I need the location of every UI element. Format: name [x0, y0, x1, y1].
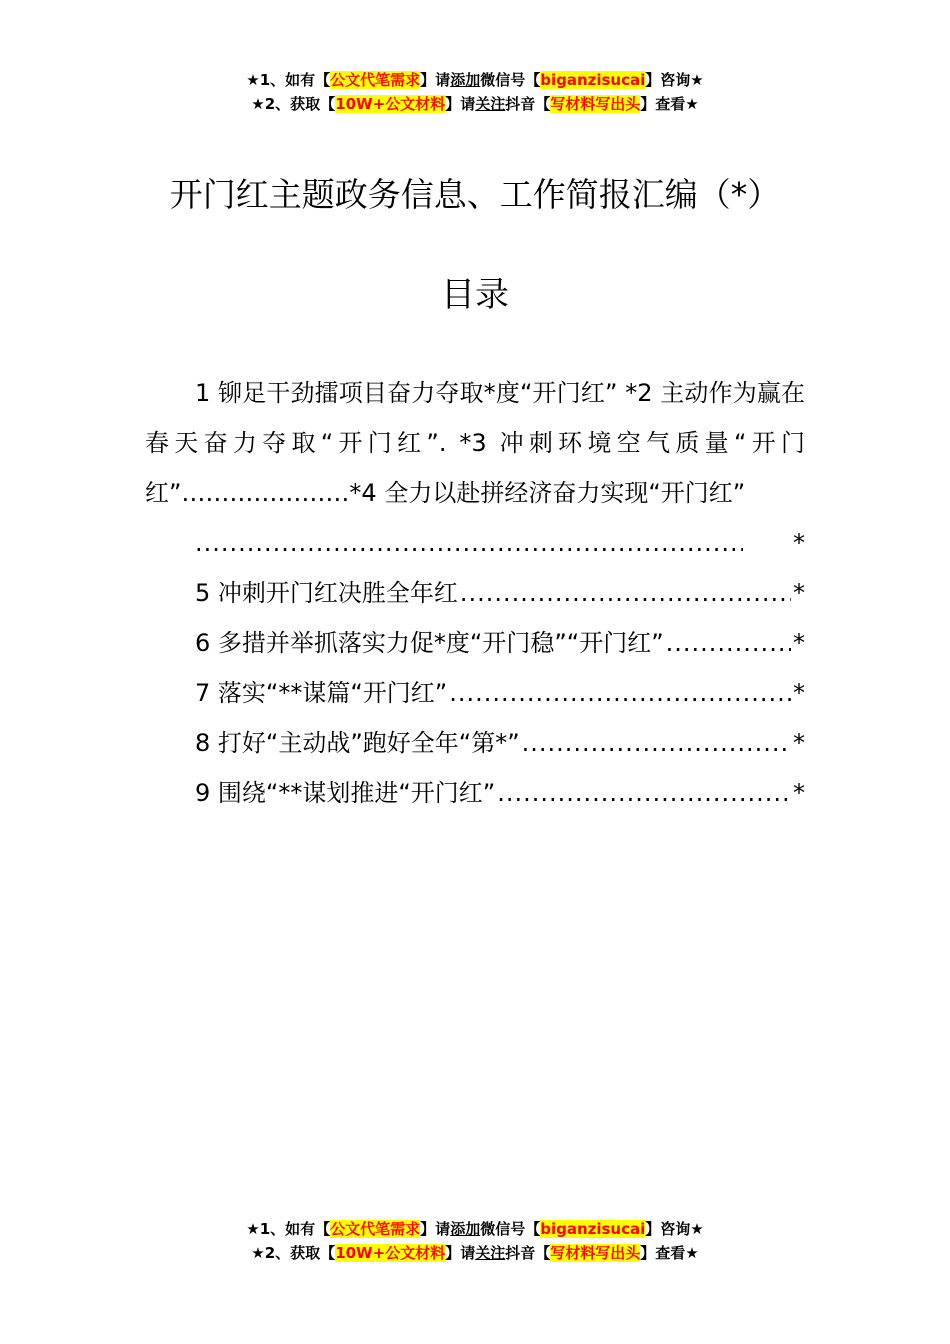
banner-text: 】请	[445, 1244, 476, 1262]
banner-text: ★2、获取【	[251, 1244, 336, 1262]
banner-highlight: 公文代笔需求	[330, 1220, 421, 1238]
banner-text: 】咨询★	[645, 71, 704, 89]
banner-highlight: 公文代笔需求	[330, 71, 421, 89]
toc-entry[interactable]	[145, 668, 805, 718]
banner-text: 微信号【	[480, 1220, 541, 1238]
banner-highlight: 写材料写出头	[550, 1244, 641, 1262]
banner-line-2	[0, 1241, 950, 1265]
toc-page-number: *	[793, 529, 805, 557]
banner-underlined: 添加	[450, 71, 481, 89]
toc-page-number: *	[793, 729, 805, 757]
banner-highlight: 写材料写出头	[550, 95, 641, 113]
banner-text: ★2、获取【	[251, 95, 336, 113]
table-of-contents	[145, 368, 805, 818]
toc-page-number: *	[793, 779, 805, 807]
banner-text: 】请	[420, 1220, 451, 1238]
banner-text: 微信号【	[480, 71, 541, 89]
toc-page-number: *	[793, 579, 805, 607]
banner-line-1	[0, 68, 950, 92]
dot-leader	[497, 768, 791, 818]
banner-text: ★1、如有【	[246, 71, 331, 89]
banner-underlined: 关注	[475, 1244, 506, 1262]
toc-entry-text: 1 铆足干劲擂项目奋力夺取*度“开门红” *2 主动作为赢在春天奋力夺取“开门红”. *3 冲刺环境空气质量“开门红”…………………*4 全力以赴拼经济奋力实现“开门红”	[145, 379, 805, 507]
dot-leader	[460, 568, 791, 618]
toc-entry[interactable]	[145, 768, 805, 818]
toc-entry-text: 5 冲刺开门红决胜全年红	[195, 579, 458, 607]
banner-text: 】查看★	[640, 1244, 699, 1262]
toc-page-number: *	[793, 679, 805, 707]
banner-highlight: biganzisucai	[540, 71, 646, 89]
banner-line-1	[0, 1217, 950, 1241]
banner-highlight: 10W+公文材料	[335, 1244, 446, 1262]
banner-text: 】查看★	[640, 95, 699, 113]
dot-leader	[522, 718, 791, 768]
dot-leader	[666, 618, 791, 668]
document-title: 开门红主题政务信息、工作简报汇编（*）	[169, 175, 781, 214]
banner-line-2	[0, 92, 950, 116]
toc-leader-line	[145, 518, 805, 568]
banner-text: 】咨询★	[645, 1220, 704, 1238]
toc-entry-text: 6 多措并举抓落实力促*度“开门稳”“开门红”	[195, 629, 664, 657]
banner-text: 】请	[445, 95, 476, 113]
banner-text: 抖音【	[505, 95, 551, 113]
toc-entry-block	[145, 368, 805, 568]
toc-entry-text: 7 落实“**谋篇“开门红”	[195, 679, 448, 707]
banner-underlined: 添加	[450, 1220, 481, 1238]
toc-entry-text: 9 围绕“**谋划推进“开门红”	[195, 779, 496, 807]
footer-banner	[0, 1217, 950, 1265]
dot-leader	[145, 518, 743, 568]
toc-page-number: *	[793, 629, 805, 657]
banner-highlight: 10W+公文材料	[335, 95, 446, 113]
banner-text: 】请	[420, 71, 451, 89]
toc-heading: 目录	[441, 275, 509, 315]
banner-text: 抖音【	[505, 1244, 551, 1262]
dot-leader	[449, 668, 791, 718]
toc-entry[interactable]	[145, 618, 805, 668]
toc-entry-text: 8 打好“主动战”跑好全年“第*”	[195, 729, 520, 757]
toc-entry[interactable]	[145, 718, 805, 768]
toc-entry[interactable]	[145, 568, 805, 618]
header-banner	[0, 68, 950, 116]
banner-underlined: 关注	[475, 95, 506, 113]
banner-text: ★1、如有【	[246, 1220, 331, 1238]
banner-highlight: biganzisucai	[540, 1220, 646, 1238]
